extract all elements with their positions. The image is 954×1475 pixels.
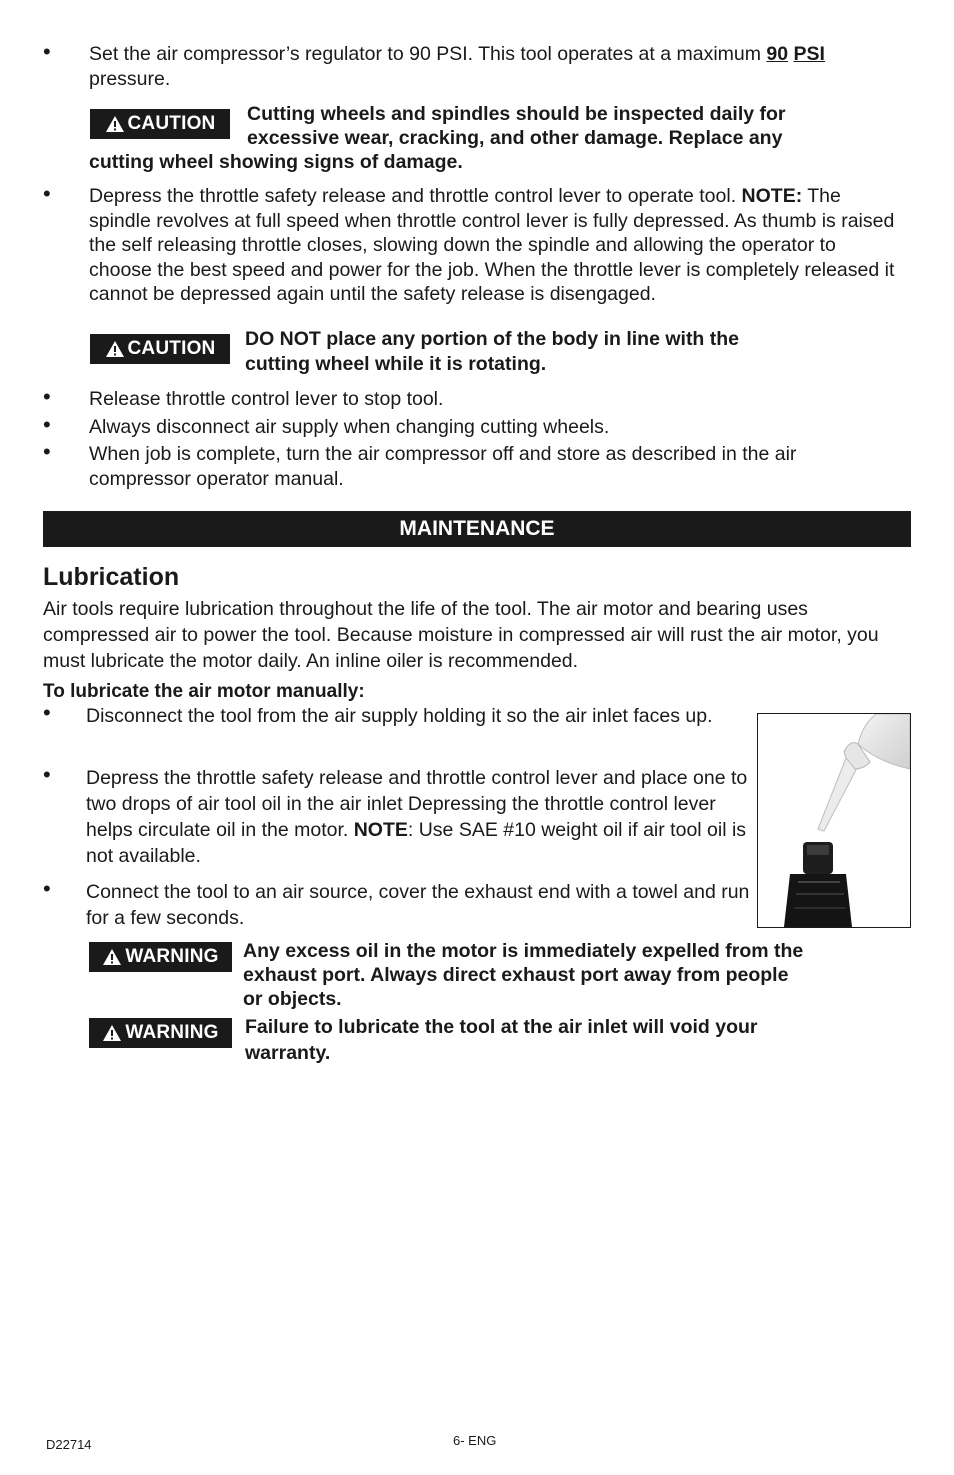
bullet-dot: • — [43, 412, 51, 437]
warning-label: WARNING — [125, 1022, 219, 1043]
caution-label: CAUTION — [127, 338, 216, 359]
caution-text-line: cutting wheel showing signs of damage. — [89, 151, 463, 173]
throttle-instruction: Depress the throttle safety release and throttle control lever to operate tool. NOTE: The spindle revolves at full speed when throttle control lever is fully depressed. As thumb is raised the self releasing throttle closes, slowing down the spindle and allowing the operator to choose the best speed and power for the job. When the throttle lever is completely released it cannot be depressed again until the safety release is disengaged. — [89, 185, 895, 305]
run-tool-step: Connect the tool to an air source, cover the exhaust end with a towel and run for a few seconds. — [86, 881, 750, 929]
bullet-dot: • — [43, 384, 51, 409]
bullet-dot: • — [43, 700, 51, 725]
bullet-dot: • — [43, 762, 51, 787]
storage-instruction: When job is complete, turn the air compressor off and store as described in the air compressor operator manual. — [89, 443, 797, 490]
bullet-dot: • — [43, 439, 51, 464]
oiling-illustration — [757, 713, 911, 928]
warning-badge — [89, 1018, 232, 1048]
caution-text-line: DO NOT place any portion of the body in line with the — [245, 328, 740, 350]
warning-triangle-icon — [102, 1024, 122, 1042]
disconnect-instruction: Always disconnect air supply when changing cutting wheels. — [89, 416, 610, 438]
warning-text-line: Failure to lubricate the tool at the air inlet will void your — [245, 1016, 758, 1038]
warning-label: WARNING — [125, 946, 219, 967]
caution-badge — [90, 109, 230, 139]
lubrication-heading: Lubrication — [43, 563, 180, 591]
bullet-dot: • — [43, 876, 51, 901]
warning-badge — [89, 942, 232, 972]
warning-text-line: Any excess oil in the motor is immediately expelled from the — [243, 940, 804, 962]
manual-lubrication-subheading: To lubricate the air motor manually: — [43, 681, 365, 702]
warning-triangle-icon — [105, 340, 125, 358]
lubrication-intro: Air tools require lubrication throughout the life of the tool. The air motor and bearing uses compressed air to power the tool. Because moisture in compressed air will rust the air motor, you must lubricate the motor daily. An inline oiler is recommended. — [43, 598, 879, 672]
disconnect-step: Disconnect the tool from the air supply holding it so the air inlet faces up. — [86, 705, 713, 727]
warning-triangle-icon — [102, 948, 122, 966]
maintenance-section-header: MAINTENANCE — [43, 511, 911, 547]
caution-text-line: Cutting wheels and spindles should be inspected daily for — [247, 103, 786, 125]
bullet-dot: • — [43, 181, 51, 206]
warning-text-line: or objects. — [243, 988, 342, 1010]
caution-text-line: excessive wear, cracking, and other damage. Replace any — [247, 127, 783, 149]
oil-step: Depress the throttle safety release and throttle control lever and place one to two drops of air tool oil in the air inlet Depressing the throttle control lever helps circulate oil in the motor. NOTE: Use SAE #10 weight oil if air tool oil is not available. — [86, 767, 748, 867]
page-number: 6- ENG — [453, 1433, 497, 1448]
warning-text-line: warranty. — [245, 1042, 331, 1064]
warning-triangle-icon — [105, 115, 125, 133]
model-number: D22714 — [46, 1437, 92, 1452]
caution-text-line: cutting wheel while it is rotating. — [245, 353, 547, 375]
oil-bottle-and-tool-image — [758, 714, 910, 927]
release-instruction: Release throttle control lever to stop tool. — [89, 388, 444, 410]
caution-badge — [90, 334, 230, 364]
warning-text-line: exhaust port. Always direct exhaust port away from people — [243, 964, 789, 986]
regulator-instruction: Set the air compressor’s regulator to 90 PSI. This tool operates at a maximum 90 PSI pressure. — [89, 43, 825, 90]
caution-label: CAUTION — [127, 113, 216, 134]
bullet-dot: • — [43, 39, 51, 64]
